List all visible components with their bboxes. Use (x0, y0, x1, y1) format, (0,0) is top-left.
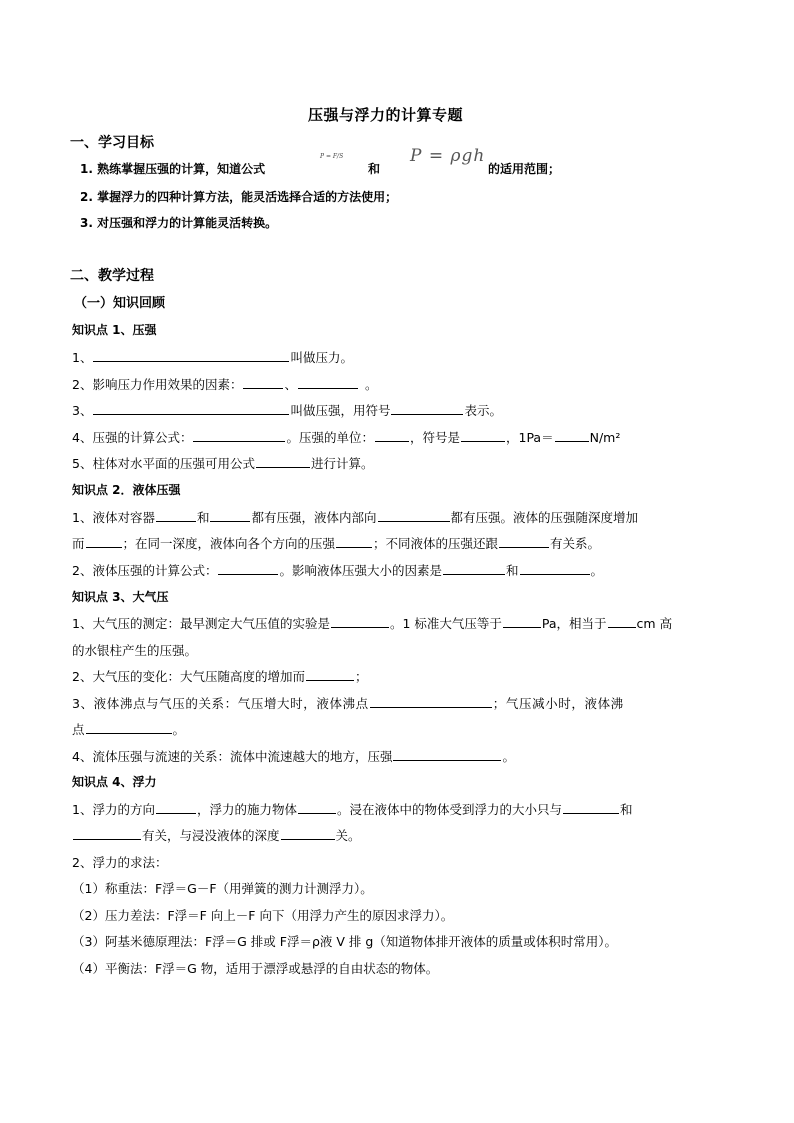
blank[interactable] (608, 615, 636, 628)
formula-pressure-small: P = F/S (320, 153, 344, 160)
blank[interactable] (298, 376, 358, 389)
text: 2、液体压强的计算公式： (72, 563, 218, 578)
kp4-line1 (72, 800, 633, 818)
goal-3 (80, 214, 277, 231)
blank[interactable] (86, 721, 172, 734)
text: 叫做压力。 (290, 350, 353, 365)
kp2-heading: 知识点 2．液体压强 (72, 483, 181, 497)
text: 表示。 (464, 403, 502, 418)
kp3-line1 (72, 614, 672, 632)
blank[interactable] (210, 509, 250, 522)
text: ，浮力的施力物体 (196, 802, 297, 817)
blank[interactable] (375, 429, 409, 442)
blank[interactable] (443, 562, 505, 575)
formula-liquid-pressure: P = ρgh (410, 146, 486, 166)
text: 和 (196, 510, 210, 525)
blank[interactable] (86, 535, 122, 548)
kp4-line3: 2、浮力的求法： (72, 855, 168, 870)
blank[interactable] (336, 535, 372, 548)
text: 5、柱体对水平面的压强可用公式 (72, 456, 255, 471)
text: ；不同液体的压强还跟 (373, 536, 499, 551)
kp4-line2 (72, 826, 361, 844)
text: ；气压减小时，液体沸 (492, 696, 624, 711)
text: 。 (172, 722, 186, 737)
text: 3、 (72, 403, 93, 418)
section-heading-process: 二、教学过程 (70, 268, 154, 284)
text: 2、大气压的变化：大气压随高度的增加而 (72, 669, 305, 684)
text: 4、压强的计算公式： (72, 430, 193, 445)
text: 。浸在液体中的物体受到浮力的大小只与 (336, 802, 562, 817)
kp3-line3 (72, 667, 367, 685)
goal-number: 2. (80, 190, 93, 204)
kp1-line2 (72, 375, 378, 393)
goal-text: 熟练掌握压强的计算，知道公式 (97, 162, 266, 176)
kp1-line5 (72, 454, 373, 472)
blank[interactable] (298, 801, 336, 814)
text: ； (354, 669, 368, 684)
blank[interactable] (156, 801, 196, 814)
goal-number: 3. (80, 216, 93, 230)
blank[interactable] (503, 615, 541, 628)
text: 1、液体对容器 (72, 510, 155, 525)
text: 和 (620, 802, 633, 817)
blank[interactable] (156, 509, 196, 522)
goal-number: 1. (80, 162, 93, 176)
kp3-line5 (72, 720, 185, 738)
text: 。 (364, 377, 378, 392)
blank[interactable] (520, 562, 590, 575)
kp1-heading: 知识点 1、压强 (72, 323, 157, 337)
goal-2 (80, 188, 397, 205)
kp3-line4 (72, 694, 624, 712)
text: Pa，相当于 (541, 616, 607, 631)
text: 。1 标准大气压等于 (389, 616, 502, 631)
text: 有关，与浸没液体的深度 (142, 828, 280, 843)
text: 点 (72, 722, 85, 737)
text: 关。 (335, 828, 361, 843)
buoyancy-method-4: （4）平衡法：F浮＝G 物，适用于漂浮或悬浮的自由状态的物体。 (72, 961, 439, 976)
section-heading-goals: 一、学习目标 (70, 135, 154, 151)
goal-1 (80, 160, 265, 177)
kp4-heading: 知识点 4、浮力 (72, 775, 157, 789)
blank[interactable] (256, 455, 310, 468)
text: 3、液体沸点与气压的关系：气压增大时，液体沸点 (72, 696, 369, 711)
kp1-line4 (72, 428, 620, 446)
text: 有关系。 (550, 536, 601, 551)
blank[interactable] (391, 402, 463, 415)
blank[interactable] (281, 827, 335, 840)
kp3-line2: 的水银柱产生的压强。 (72, 643, 198, 658)
buoyancy-method-2: （2）压力差法：F浮＝F 向上－F 向下（用浮力产生的原因求浮力）。 (72, 908, 454, 923)
text: 。 (590, 563, 604, 578)
blank[interactable] (93, 402, 289, 415)
blank[interactable] (243, 376, 283, 389)
kp1-line3 (72, 401, 502, 419)
text: 1、浮力的方向 (72, 802, 155, 817)
goal-text: 对压强和浮力的计算能灵活转换。 (97, 216, 278, 230)
text: N/m² (589, 430, 621, 445)
buoyancy-method-1: （1）称重法：F浮＝G－F（用弹簧的测力计测浮力）。 (72, 881, 373, 896)
blank[interactable] (93, 349, 289, 362)
blank[interactable] (499, 535, 549, 548)
text: ，符号是 (409, 430, 460, 445)
goal-1-and: 和 (368, 162, 381, 176)
text: 1、大气压的测定：最早测定大气压值的实验是 (72, 616, 330, 631)
kp2-line2 (72, 534, 600, 552)
text: 。 (502, 749, 515, 764)
text: 叫做压强，用符号 (290, 403, 391, 418)
blank[interactable] (218, 562, 278, 575)
text: 和 (505, 563, 519, 578)
blank[interactable] (555, 429, 589, 442)
text: ；在同一深度，液体向各个方向的压强 (122, 536, 336, 551)
blank[interactable] (378, 509, 450, 522)
blank[interactable] (73, 827, 141, 840)
blank[interactable] (306, 668, 354, 681)
text: 都有压强。液体的压强随深度增加 (450, 510, 639, 525)
text: 4、流体压强与流速的关系：流体中流速越大的地方，压强 (72, 749, 393, 764)
text: 都有压强，液体内部向 (251, 510, 377, 525)
buoyancy-method-3: （3）阿基米德原理法：F浮＝G 排或 F浮＝ρ液 V 排 g（知道物体排开液体的质量或体积时常用）。 (72, 934, 618, 949)
text: 而 (72, 536, 85, 551)
text: 2、影响压力作用效果的因素： (72, 377, 243, 392)
blank[interactable] (461, 429, 505, 442)
kp1-line1 (72, 348, 353, 366)
goal-1-post: 的适用范围； (488, 162, 561, 176)
page-title: 压强与浮力的计算专题 (308, 106, 464, 124)
blank[interactable] (193, 429, 285, 442)
text: 。压强的单位： (286, 430, 374, 445)
goal-text: 掌握浮力的四种计算方法，能灵活选择合适的方法使用； (97, 190, 398, 204)
kp3-line6 (72, 747, 515, 765)
text: 进行计算。 (310, 456, 374, 471)
blank[interactable] (370, 695, 492, 708)
kp2-line3 (72, 561, 603, 579)
subsection-review: （一）知识回顾 (74, 296, 166, 311)
kp3-heading: 知识点 3、大气压 (72, 590, 169, 604)
blank[interactable] (331, 615, 389, 628)
text: 、 (284, 377, 297, 392)
text: ，1Pa＝ (506, 430, 554, 445)
blank[interactable] (563, 801, 619, 814)
blank[interactable] (393, 748, 501, 761)
text: 1、 (72, 350, 93, 365)
text: cm 高 (636, 616, 673, 631)
text: 。影响液体压强大小的因素是 (279, 563, 442, 578)
kp2-line1 (72, 508, 638, 526)
